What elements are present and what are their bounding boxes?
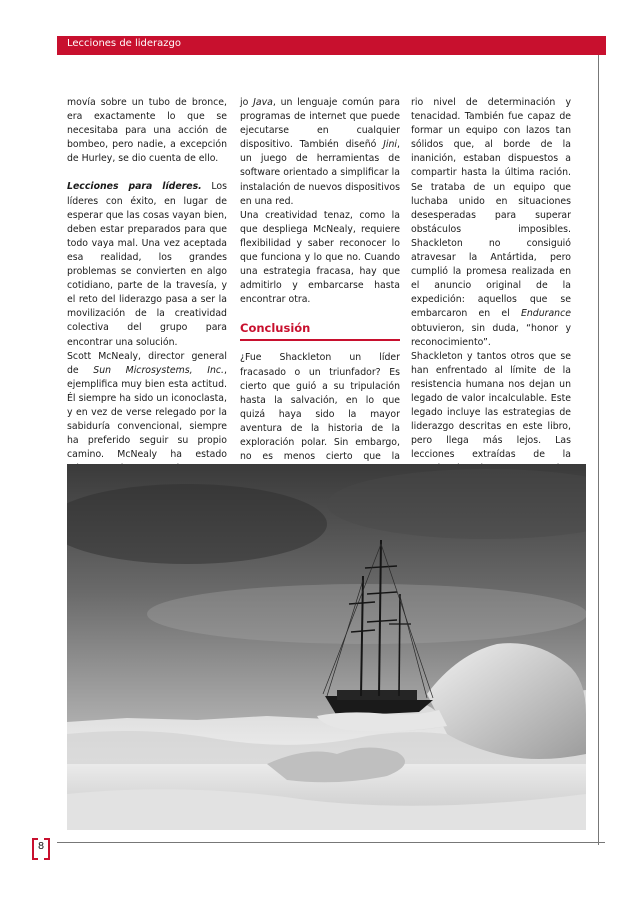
- paragraph: rio nivel de determinación y tenacidad. También fue capaz de formar un equipo con lazos tan sólidos que, al borde de la inanición, estaban dispuestos a compartir hasta la última ración. Se trataba de un equipo que luchaba unido en situaciones desesperadas para superar obstáculos imposibles. Shackleton no consiguió atravesar la Antártida, pero cumplió la promesa realizada en el anuncio original de la expedición: aquellos que se embarcaron en el Endurance obtuvieron, sin duda, “honor y reconocimiento”.: [411, 97, 571, 348]
- paragraph-lecciones: Lecciones para líderes. Los líderes con éxito, en lugar de esperar que las cosas vayan bien, deben estar preparados para que todo vaya mal. Una vez aceptada esa realidad, los grandes problemas se convierten en algo cotidiano, parte de la travesía, y el reto del liderazgo pasa a ser la movilización de la creatividad colectiva del grupo para encontrar una solución.: [67, 181, 227, 348]
- run-in-heading: Lecciones para líderes.: [67, 181, 202, 193]
- paragraph-mcnealy: Scott McNealy, director general de Sun Microsystems, Inc., ejemplifica muy bien esta actitud. Él siempre ha sido un iconoclasta, y en vez de verse relegado por la sabiduría convencional, siempre ha preferido seguir su propio camino. McNealy ha estado: [67, 350, 227, 461]
- bottom-margin-rule: [57, 842, 605, 843]
- bracket-right: [44, 838, 50, 860]
- page-number-badge: [32, 838, 50, 858]
- paragraph: movía sobre un tubo de bronce, era exactamente lo que se necesitaba para una acción de bombeo, pero nadie, a excepción de Hurley, se dio cuenta de ello.: [67, 97, 227, 165]
- ship-name: Endurance: [520, 308, 571, 320]
- paragraph: Una creatividad tenaz, como la que despliega McNealy, requiere flexibilidad y saber reconocer lo que funciona y lo que no. Cuando una estrategia fracasa, hay que admitirlo y embarcarse hasta encontrar otra.: [240, 209, 400, 306]
- right-margin-rule: [598, 55, 599, 845]
- paragraph: jo Java, un lenguaje común para programas de internet que puede ejecutarse en cualquier dispositivo. También diseñó Jini, un juego de herramientas de software orientado a simplificar la instalación de nuevos dispositivos en una red.: [240, 97, 400, 207]
- running-header-title: Lecciones de liderazgo: [67, 38, 182, 49]
- page-number: 8: [37, 841, 45, 852]
- paragraph: Shackleton y tantos otros que se han enfrentado al límite de la resistencia humana nos dejan un legado de valor incalculable. Este legado incluye las estrategias de liderazgo descritas en este libro, pero llega más lejos. Las lecciones extraídas de la: [411, 350, 571, 461]
- running-header-bar: [57, 36, 606, 55]
- company-name: Sun Microsystems, Inc.: [93, 364, 225, 376]
- section-heading-conclusion: Conclusión: [240, 321, 400, 341]
- paragraph: ¿Fue Shackleton un líder fracasado o un triunfador? Es cierto que guió a su tripulación hasta la salvación, en lo que quizá haya sido la mayor aventura de la historia de la exploración polar. Sin embargo, no es menos cierto que la: [240, 352, 400, 463]
- photo-ship-in-ice: [67, 464, 586, 830]
